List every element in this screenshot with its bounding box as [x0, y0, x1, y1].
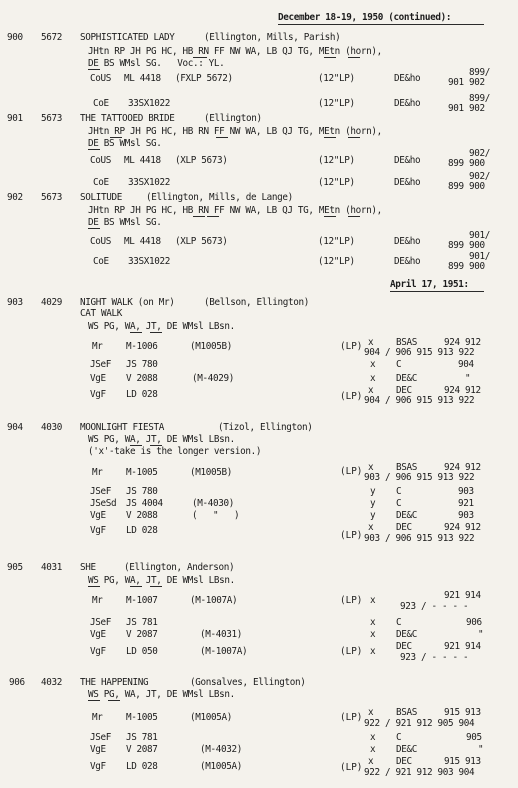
issue-label: Mr	[92, 595, 103, 606]
issue-ref: (M-4030)	[192, 498, 234, 509]
cross-ref-bottom: 901 902	[448, 77, 485, 88]
take-letter: x	[368, 522, 374, 533]
issue-number: V 2087	[126, 744, 158, 755]
issue-label: JSeF	[90, 732, 111, 743]
issue-note: DEC	[396, 641, 412, 652]
take-letter: x	[368, 337, 374, 348]
cross-reference	[448, 149, 490, 168]
issue-number: V 2088	[126, 510, 158, 521]
issue-number: JS 781	[126, 617, 158, 628]
entry-number: 902	[7, 192, 23, 203]
format-lp: (LP)	[340, 595, 363, 606]
issue-ref: (M-4029)	[192, 373, 234, 384]
issue-note: C	[396, 617, 402, 628]
personnel-note: ('x'-take is the longer version.)	[88, 446, 262, 457]
issue-format: (12"LP)	[318, 155, 355, 166]
issue-number: JS 781	[126, 732, 158, 743]
cross-reference	[448, 94, 490, 113]
take-letter: y	[370, 498, 376, 509]
matrix-number: 4032	[41, 677, 62, 688]
cross-reference	[448, 252, 490, 271]
personnel-line: JHtn RP JH PG HC, HB RN FF NW WA, LB QJ TG, MEtn (horn),	[88, 205, 382, 216]
composers: (Ellington, Anderson)	[124, 562, 235, 573]
issue-label: JSeF	[90, 617, 111, 628]
cross-ref: "	[478, 744, 484, 755]
composers: (Ellington)	[204, 113, 262, 124]
issue-label: Mr	[92, 712, 103, 723]
underline-mark	[88, 228, 100, 229]
issue-note: C	[396, 359, 402, 370]
issue-number: M-1005	[126, 467, 158, 478]
underline-mark	[150, 586, 162, 587]
song-title: THE TATTOOED BRIDE	[80, 113, 175, 124]
cross-ref: "	[478, 629, 484, 640]
take-letter: x	[368, 707, 374, 718]
issue-label: CoE	[93, 98, 109, 109]
session-date-header: December 18-19, 1950 (continued):	[278, 12, 452, 23]
take-letter: y	[370, 510, 376, 521]
underline-mark	[88, 586, 100, 587]
cross-ref-top: 901/	[469, 230, 490, 241]
composers: (Ellington, Mills, Parish)	[204, 32, 341, 43]
underline-mark	[88, 149, 100, 150]
issue-number: JS 780	[126, 359, 158, 370]
song-title: THE HAPPENING	[80, 677, 149, 688]
issue-number: LD 050	[126, 646, 158, 657]
underline-mark	[88, 700, 100, 701]
cross-ref-bottom: 904 / 906 915 913 922	[364, 347, 475, 358]
entry-number: 900	[7, 32, 23, 43]
issue-label: JSeSd	[90, 498, 117, 509]
issue-ref: (XLP 5673)	[175, 155, 228, 166]
issue-note: BSAS	[396, 707, 417, 718]
issue-note: DE&C	[396, 629, 417, 640]
take-letter: x	[370, 373, 376, 384]
issue-note: DE&ho	[394, 155, 421, 166]
cross-ref-bottom: 922 / 921 912 905 904	[364, 718, 475, 729]
format-lp: (LP)	[340, 712, 363, 723]
personnel-line: WS PG, WA, JT, DE WMsl LBsn.	[88, 575, 235, 586]
song-title: SOPHISTICATED LADY	[80, 32, 175, 43]
issue-format: (12"LP)	[318, 73, 355, 84]
cross-ref-bottom: 899 900	[448, 158, 485, 169]
cross-ref-top: 915 913	[444, 707, 481, 718]
personnel-line: JHtn RP JH PG HC, HB RN FF NW WA, LB QJ TG, MEtn (horn),	[88, 46, 382, 57]
format-lp: (LP)	[340, 762, 363, 773]
issue-label: VgE	[90, 373, 106, 384]
composers: (Ellington, Mills, de Lange)	[146, 192, 293, 203]
underline-mark	[130, 332, 142, 333]
issue-ref: (M1005B)	[190, 341, 232, 352]
issue-number: M-1007	[126, 595, 158, 606]
matrix-number: 4031	[41, 562, 62, 573]
issue-note: DEC	[396, 522, 412, 533]
personnel-line: WS PG, WA, JT, DE WMsl LBsn.	[88, 321, 235, 332]
matrix-number: 4029	[41, 297, 62, 308]
issue-label: VgE	[90, 744, 106, 755]
cross-ref-bottom: 899 900	[448, 261, 485, 272]
issue-ref: (M1005A)	[200, 761, 242, 772]
date-underline	[390, 291, 484, 292]
underline-mark	[348, 216, 360, 217]
issue-number: 33SX1022	[128, 256, 170, 267]
issue-note: DE&ho	[394, 256, 421, 267]
personnel-line: DE BS WMsl SG.	[88, 138, 162, 149]
issue-number: ML 4418	[124, 73, 161, 84]
take-letter: x	[368, 756, 374, 767]
issue-format: (12"LP)	[318, 177, 355, 188]
cross-ref-top: 899/	[469, 93, 490, 104]
song-alt-title: CAT WALK	[80, 308, 122, 319]
issue-label: CoUS	[90, 236, 111, 247]
issue-number: 33SX1022	[128, 98, 170, 109]
issue-note: DE&ho	[394, 98, 421, 109]
issue-number: ML 4418	[124, 236, 161, 247]
take-letter: x	[370, 595, 376, 606]
issue-number: V 2088	[126, 373, 158, 384]
song-title: SHE	[80, 562, 96, 573]
song-title: NIGHT WALK (on Mr)	[80, 297, 175, 308]
issue-label: VgF	[90, 646, 106, 657]
cross-reference	[448, 68, 490, 87]
cross-ref-top: 921 914	[444, 641, 481, 652]
issue-label: VgE	[90, 629, 106, 640]
cross-ref-bottom: 899 900	[448, 240, 485, 251]
issue-note: BSAS	[396, 337, 417, 348]
entry-number: 903	[7, 297, 23, 308]
issue-ref: (M-1007A)	[190, 595, 238, 606]
underline-mark	[348, 137, 360, 138]
cross-ref-top: 902/	[469, 171, 490, 182]
issue-ref: (M1005A)	[190, 712, 232, 723]
issue-label: CoE	[93, 256, 109, 267]
issue-number: 33SX1022	[128, 177, 170, 188]
issue-number: JS 4004	[126, 498, 163, 509]
composers: (Gonsalves, Ellington)	[190, 677, 306, 688]
cross-ref: 921	[458, 498, 474, 509]
cross-reference	[448, 172, 490, 191]
song-title: SOLITUDE	[80, 192, 122, 203]
personnel-line: JHtn RP JH PG HC, HB RN FF NW WA, LB QJ TG, MEtn (horn),	[88, 126, 382, 137]
composers: (Bellson, Ellington)	[204, 297, 309, 308]
underline-mark	[207, 216, 219, 217]
underline-mark	[216, 137, 228, 138]
song-title: MOONLIGHT FIESTA	[80, 422, 164, 433]
personnel-line: DE BS WMsl SG. Voc.: YL.	[88, 58, 225, 69]
take-letter: x	[370, 646, 376, 657]
entry-number: 905	[7, 562, 23, 573]
matrix-number: 5673	[41, 113, 62, 124]
issue-label: CoUS	[90, 155, 111, 166]
take-letter: x	[370, 359, 376, 370]
issue-ref: (M-1007A)	[200, 646, 248, 657]
cross-ref-top: 902/	[469, 148, 490, 159]
issue-note: DEC	[396, 385, 412, 396]
issue-format: (12"LP)	[318, 98, 355, 109]
cross-ref: 903	[458, 486, 474, 497]
cross-ref-bottom: 899 900	[448, 181, 485, 192]
underline-mark	[108, 700, 120, 701]
cross-ref-bottom: 923 / - - - -	[400, 652, 469, 663]
underline-mark	[324, 216, 336, 217]
cross-ref-top: 924 912	[444, 337, 481, 348]
take-letter: y	[370, 486, 376, 497]
take-letter: x	[370, 629, 376, 640]
date-underline	[278, 24, 484, 25]
matrix-number: 5672	[41, 32, 62, 43]
issue-label: JSeF	[90, 359, 111, 370]
issue-note: DE&ho	[394, 236, 421, 247]
issue-number: LD 028	[126, 389, 158, 400]
entry-number: 906	[9, 677, 25, 688]
cross-ref-top: 921 914	[444, 590, 481, 601]
take-letter: x	[368, 462, 374, 473]
issue-format: (12"LP)	[318, 256, 355, 267]
take-letter: x	[368, 385, 374, 396]
issue-ref: (M1005B)	[190, 467, 232, 478]
entry-number: 904	[7, 422, 23, 433]
issue-ref: (M-4031)	[200, 629, 242, 640]
cross-ref-bottom: 903 / 906 915 913 922	[364, 472, 475, 483]
format-lp: (LP)	[340, 341, 363, 352]
cross-ref-bottom: 903 / 906 915 913 922	[364, 533, 475, 544]
issue-note: DE&C	[396, 373, 417, 384]
cross-ref-top: 924 912	[444, 462, 481, 473]
session-date-header: April 17, 1951:	[390, 279, 469, 290]
underline-mark	[150, 332, 162, 333]
take-letter: x	[370, 617, 376, 628]
issue-number: M-1005	[126, 712, 158, 723]
cross-ref-top: 901/	[469, 251, 490, 262]
issue-note: DEC	[396, 756, 412, 767]
issue-ref: (M-4032)	[200, 744, 242, 755]
issue-number: V 2087	[126, 629, 158, 640]
issue-note: C	[396, 498, 402, 509]
issue-number: LD 028	[126, 525, 158, 536]
cross-ref-top: 899/	[469, 67, 490, 78]
issue-ref: (XLP 5673)	[175, 236, 228, 247]
issue-note: BSAS	[396, 462, 417, 473]
issue-label: VgF	[90, 761, 106, 772]
issue-label: VgF	[90, 389, 106, 400]
issue-note: DE&C	[396, 744, 417, 755]
issue-note: DE&ho	[394, 177, 421, 188]
cross-ref: 904	[458, 359, 474, 370]
format-lp: (LP)	[340, 391, 363, 402]
cross-ref: 906	[466, 617, 482, 628]
issue-label: Mr	[92, 467, 103, 478]
issue-label: VgF	[90, 525, 106, 536]
issue-number: M-1006	[126, 341, 158, 352]
personnel-line: DE BS WMsl SG.	[88, 217, 162, 228]
issue-ref: (FXLP 5672)	[175, 73, 233, 84]
underline-mark	[193, 216, 205, 217]
underline-mark	[88, 69, 100, 70]
issue-number: LD 028	[126, 761, 158, 772]
issue-label: Mr	[92, 341, 103, 352]
cross-ref-bottom: 904 / 906 915 913 922	[364, 395, 475, 406]
issue-format: (12"LP)	[318, 236, 355, 247]
cross-ref-bottom: 923 / - - - -	[400, 601, 469, 612]
cross-ref: "	[465, 373, 471, 384]
entry-number: 901	[7, 113, 23, 124]
cross-ref-bottom: 922 / 921 912 903 904	[364, 767, 475, 778]
matrix-number: 5673	[41, 192, 62, 203]
issue-label: CoE	[93, 177, 109, 188]
cross-reference	[448, 231, 490, 250]
take-letter: x	[370, 732, 376, 743]
cross-ref-top: 915 913	[444, 756, 481, 767]
issue-note: C	[396, 486, 402, 497]
underline-mark	[348, 57, 360, 58]
format-lp: (LP)	[340, 466, 363, 477]
issue-note: DE&C	[396, 510, 417, 521]
issue-label: JSeF	[90, 486, 111, 497]
issue-number: ML 4418	[124, 155, 161, 166]
take-letter: x	[370, 744, 376, 755]
underline-mark	[324, 57, 336, 58]
issue-label: VgE	[90, 510, 106, 521]
issue-note: DE&ho	[394, 73, 421, 84]
personnel-line: WS PG, WA, JT, DE WMsl LBsn.	[88, 689, 235, 700]
issue-label: CoUS	[90, 73, 111, 84]
matrix-number: 4030	[41, 422, 62, 433]
cross-ref: 905	[466, 732, 482, 743]
format-lp: (LP)	[340, 646, 363, 657]
composers: (Tizol, Ellington)	[218, 422, 313, 433]
cross-ref-top: 924 912	[444, 385, 481, 396]
issue-number: JS 780	[126, 486, 158, 497]
underline-mark	[324, 137, 336, 138]
underline-mark	[130, 586, 142, 587]
personnel-line: WS PG, WA, JT, DE WMsl LBsn.	[88, 434, 235, 445]
cross-ref-top: 924 912	[444, 522, 481, 533]
cross-ref-bottom: 901 902	[448, 103, 485, 114]
issue-note: C	[396, 732, 402, 743]
cross-ref: 903	[458, 510, 474, 521]
format-lp: (LP)	[340, 530, 363, 541]
issue-ref: ( " )	[192, 510, 240, 521]
